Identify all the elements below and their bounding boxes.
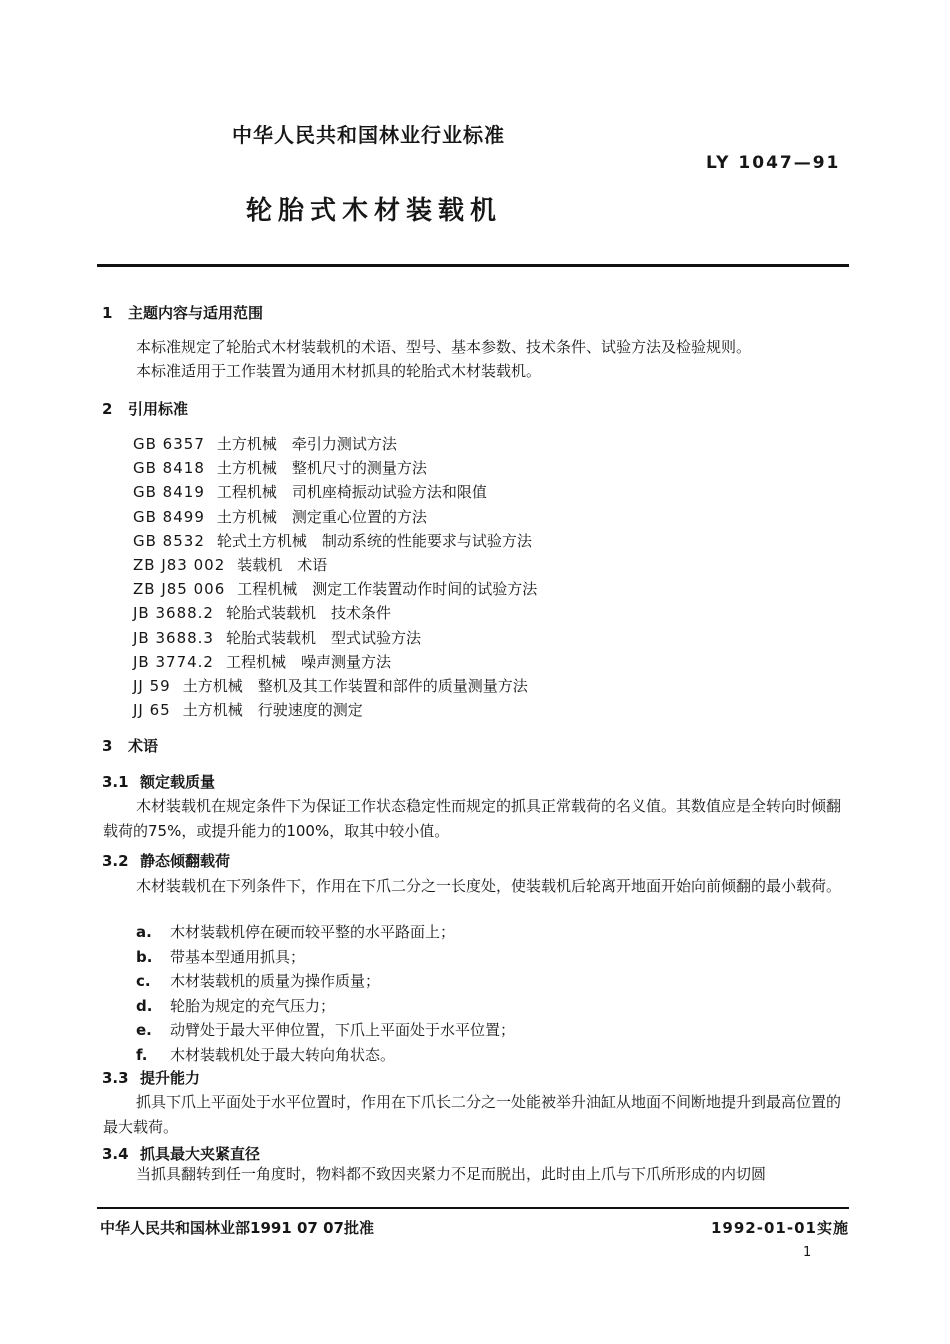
reference-item: JJ 59 土方机械 整机及其工作装置和部件的质量测量方法: [133, 677, 528, 696]
section-title: 术语: [128, 737, 159, 755]
effective-date: 1992-01-01实施: [711, 1219, 849, 1237]
list-item: d. 轮胎为规定的充气压力；: [136, 996, 336, 1015]
standard-code: LY 1047—91: [706, 153, 841, 173]
page-number: 1: [803, 1245, 812, 1260]
term-title: 静态倾翻载荷: [140, 852, 231, 870]
section-1-heading: [102, 302, 263, 323]
term-title: 抓具最大夹紧直径: [140, 1145, 261, 1163]
term-3-2-heading: [102, 850, 230, 871]
list-item: f. 木材装载机处于最大转向角状态。: [136, 1045, 396, 1064]
section-number: 1: [102, 304, 113, 322]
reference-item: JJ 65 土方机械 行驶速度的测定: [133, 701, 363, 720]
org-standard-title: 中华人民共和国林业行业标准: [232, 123, 505, 147]
list-item: c. 木材装载机的质量为操作质量；: [136, 972, 381, 991]
section-1-paragraph-2: 本标准适用于工作装置为通用木材抓具的轮胎式木材装载机。: [136, 362, 542, 380]
top-divider: [97, 264, 849, 267]
list-item: a. 木材装载机停在硬而较平整的水平路面上；: [136, 923, 456, 941]
term-3-4-heading: [102, 1143, 260, 1164]
reference-item: JB 3774.2 工程机械 噪声测量方法: [133, 652, 391, 671]
section-number: 3: [102, 737, 113, 755]
reference-item: GB 8499 土方机械 测定重心位置的方法: [133, 507, 427, 526]
term-title: 额定载质量: [140, 773, 216, 791]
section-2-heading: [102, 398, 188, 419]
reference-item: JB 3688.3 轮胎式装载机 型式试验方法: [133, 628, 421, 647]
approval-note: 中华人民共和国林业部1991 07 07批准: [100, 1219, 374, 1237]
list-item: b. 带基本型通用抓具；: [136, 947, 306, 966]
term-number: 3.2: [102, 852, 129, 870]
term-3-2-definition: 木材装载机在下列条件下，作用在下爪二分之一长度处，使装载机后轮离开地面开始向前倾翻的最小载荷。: [136, 877, 842, 895]
reference-list: [133, 432, 537, 722]
reference-item: ZB J83 002 装载机 术语: [133, 556, 328, 575]
reference-item: GB 6357 土方机械 牵引力测试方法: [133, 435, 397, 453]
section-3-heading: [102, 735, 158, 756]
reference-item: JB 3688.2 轮胎式装载机 技术条件: [133, 604, 391, 623]
term-number: 3.4: [102, 1145, 129, 1163]
term-3-1-definition: 木材装载机在规定条件下为保证工作状态稳定性而规定的抓具正常载荷的名义值。其数值应是全转向时倾翻载荷的75%，或提升能力的100%，取其中较小值。: [103, 797, 842, 840]
condition-list: [136, 920, 515, 1068]
reference-item: GB 8532 轮式土方机械 制动系统的性能要求与试验方法: [133, 531, 532, 550]
reference-item: ZB J85 006 工程机械 测定工作装置动作时间的试验方法: [133, 580, 538, 599]
bottom-divider: [97, 1207, 849, 1209]
term-number: 3.1: [102, 773, 129, 791]
reference-item: GB 8419 工程机械 司机座椅振动试验方法和限值: [133, 483, 487, 502]
term-3-3-heading: [102, 1067, 200, 1088]
document-title: 轮胎式木材装载机: [246, 196, 503, 226]
list-item: e. 动臂处于最大平伸位置，下爪上平面处于水平位置；: [136, 1021, 516, 1040]
reference-item: GB 8418 土方机械 整机尺寸的测量方法: [133, 459, 427, 478]
term-3-3-definition: 抓具下爪上平面处于水平位置时，作用在下爪长二分之一处能被举升油缸从地面不间断地提升到最高位置的最大载荷。: [103, 1093, 842, 1136]
term-3-4-definition: 当抓具翻转到任一角度时，物料都不致因夹紧力不足而脱出，此时由上爪与下爪所形成的内切圆: [136, 1165, 767, 1183]
section-title: 引用标准: [128, 400, 189, 418]
term-3-1-heading: [102, 771, 215, 792]
section-1-paragraph-1: 本标准规定了轮胎式木材装载机的术语、型号、基本参数、技术条件、试验方法及检验规则。: [136, 338, 752, 356]
section-number: 2: [102, 400, 113, 418]
term-title: 提升能力: [140, 1069, 201, 1087]
term-number: 3.3: [102, 1069, 129, 1087]
section-title: 主题内容与适用范围: [128, 304, 264, 322]
